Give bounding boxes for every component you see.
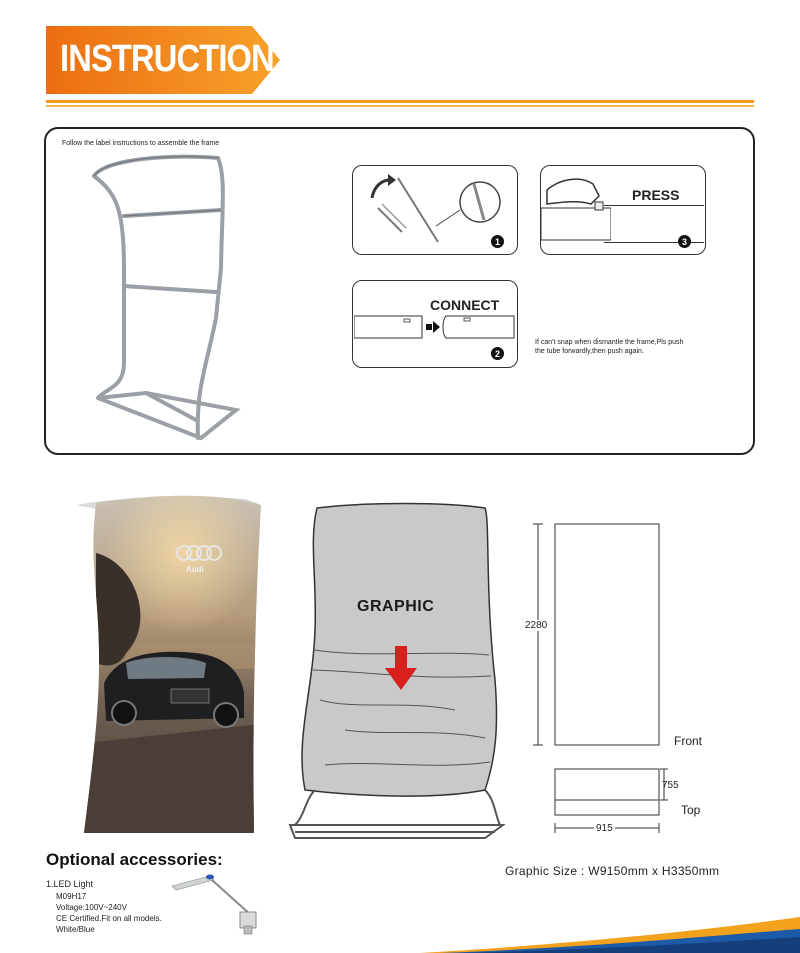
dismantle-tip (535, 338, 735, 356)
led-voltage: Voltage:100V~240V (56, 903, 127, 912)
height-dimension: 2280 (525, 620, 548, 631)
led-model: M09H17 (56, 892, 87, 901)
graphic-label: GRAPHIC (357, 598, 435, 615)
press-arrow-icon (426, 321, 440, 333)
step-3-illustration (541, 170, 611, 250)
step-3-number: 3 (678, 235, 691, 248)
header-rule (46, 100, 754, 103)
step-3-label: PRESS (632, 187, 680, 203)
brand-name: Audi (186, 565, 204, 574)
width-dimension: 915 (596, 823, 613, 834)
frame-illustration (86, 148, 251, 453)
step-2-label: CONNECT (430, 297, 500, 313)
top-view-label: Top (681, 803, 701, 817)
curved-arrow-icon (372, 180, 390, 198)
step-2-number: 2 (491, 347, 504, 360)
step-1-illustration (360, 170, 512, 250)
graphic-size: Graphic Size : W9150mm x H3350mm (505, 864, 720, 878)
page-title: INSTRUCTION (60, 38, 274, 80)
tip-line-2: the tube forwardly,then push again. (535, 348, 644, 355)
step-2-illustration (354, 310, 516, 344)
graphic-cover-illustration (285, 500, 505, 845)
assembly-note: Follow the label instructions to assemble the frame (62, 140, 220, 147)
led-cert: CE Certified.Fit on all models. (56, 914, 162, 923)
dimension-drawing (520, 515, 720, 845)
magnifier-icon (436, 182, 500, 226)
front-view-label: Front (674, 734, 703, 748)
led-colors: White/Blue (56, 925, 95, 934)
header-rule-thin (46, 105, 754, 107)
depth-dimension: 755 (662, 780, 679, 791)
product-photo (76, 493, 270, 848)
step-1-number: 1 (491, 235, 504, 248)
tip-line-1: If can't snap when dismantle the frame,Pls push (535, 339, 684, 346)
bottom-decoration (0, 905, 800, 953)
accessories-title: Optional accessories: (46, 850, 223, 869)
led-light-item: 1.LED Light (46, 879, 94, 889)
